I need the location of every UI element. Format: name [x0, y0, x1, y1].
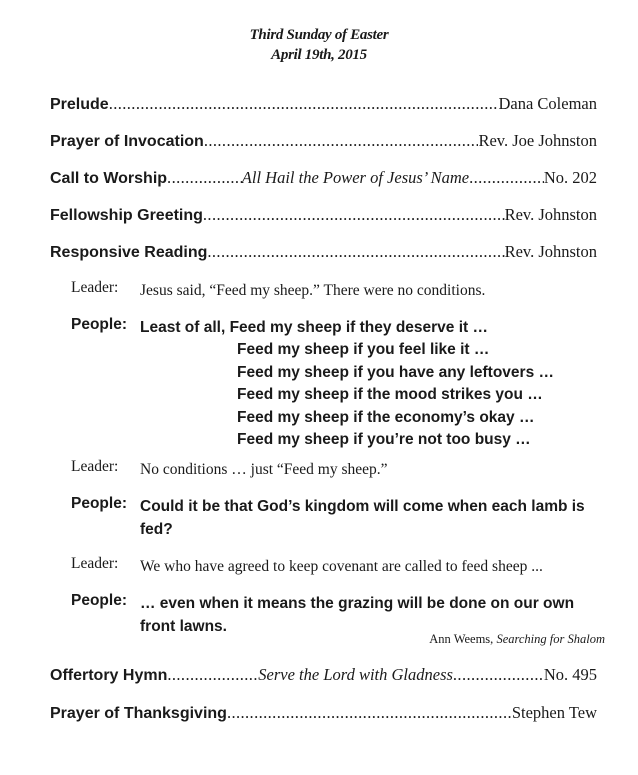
leader-dots — [207, 242, 504, 262]
order-item-offertory-hymn — [50, 665, 597, 685]
service-date: April 19th, 2015 — [271, 47, 367, 63]
leader-dots — [167, 168, 242, 188]
speaker-label: People: — [71, 592, 127, 609]
people-response-list — [237, 339, 617, 452]
leader-text: We who have agreed to keep covenant are called to feed sheep ... — [140, 558, 543, 575]
people-response-line: Feed my sheep if the economy’s okay … — [237, 408, 535, 426]
citation-author: Ann Weems, — [429, 632, 497, 646]
leader-dots — [204, 131, 479, 151]
order-item-label: Fellowship Greeting — [50, 207, 203, 224]
order-item-label: Responsive Reading — [50, 244, 208, 261]
speaker-label: Leader: — [71, 458, 119, 475]
hymn-title: Serve the Lord with Gladness — [258, 665, 453, 684]
service-title: Third Sunday of Easter — [249, 27, 389, 43]
speaker-label: Leader: — [71, 279, 119, 296]
speaker-label: People: — [71, 316, 127, 333]
citation — [429, 632, 605, 647]
people-text: … even when it means the grazing will be done on our own front lawns. — [140, 595, 575, 635]
order-item-label: Offertory Hymn — [50, 667, 168, 684]
order-item-leader: Rev. Johnston — [504, 205, 597, 224]
people-text: Could it be that God’s kingdom will come when each lamb is fed? — [140, 498, 585, 538]
hymn-number: No. 495 — [543, 665, 597, 684]
order-item-call-to-worship — [50, 168, 597, 188]
order-item-label: Prayer of Invocation — [50, 133, 204, 150]
order-item-label: Prayer of Thanksgiving — [50, 705, 227, 722]
order-item-leader: Rev. Johnston — [504, 242, 597, 261]
hymn-title: All Hail the Power of Jesus’ Name — [241, 168, 470, 187]
order-item-leader: Rev. Joe Johnston — [478, 131, 597, 150]
speaker-label: People: — [71, 495, 127, 512]
order-item-responsive-reading — [50, 242, 597, 262]
order-item-label: Call to Worship — [50, 170, 168, 187]
leader-text: Jesus said, “Feed my sheep.” There were no conditions. — [140, 282, 486, 299]
order-item-prayer-of-thanksgiving — [50, 703, 597, 723]
people-text: Least of all, Feed my sheep if they deserve it … — [140, 319, 489, 336]
people-response-line: Feed my sheep if you have any leftovers … — [237, 363, 555, 381]
leader-dots — [203, 205, 505, 225]
leader-dots — [109, 94, 499, 114]
people-response-line: Feed my sheep if the mood strikes you … — [237, 386, 543, 403]
order-item-fellowship-greeting — [50, 205, 597, 225]
citation-title: Searching for Shalom — [496, 632, 605, 646]
order-item-prelude — [50, 94, 597, 114]
leader-dots — [453, 665, 544, 685]
leader-text: No conditions … just “Feed my sheep.” — [140, 461, 388, 478]
order-item-label: Prelude — [50, 96, 109, 113]
order-item-prayer-of-invocation — [50, 131, 597, 151]
leader-dots — [227, 703, 512, 723]
leader-dots — [469, 168, 544, 188]
people-response-line: Feed my sheep if you’re not too busy … — [237, 431, 531, 448]
people-response-line: Feed my sheep if you feel like it … — [237, 341, 490, 358]
order-item-leader: Dana Coleman — [498, 94, 597, 113]
hymn-number: No. 202 — [543, 168, 597, 187]
speaker-label: Leader: — [71, 555, 119, 572]
leader-dots — [167, 665, 258, 685]
order-item-leader: Stephen Tew — [511, 703, 597, 722]
